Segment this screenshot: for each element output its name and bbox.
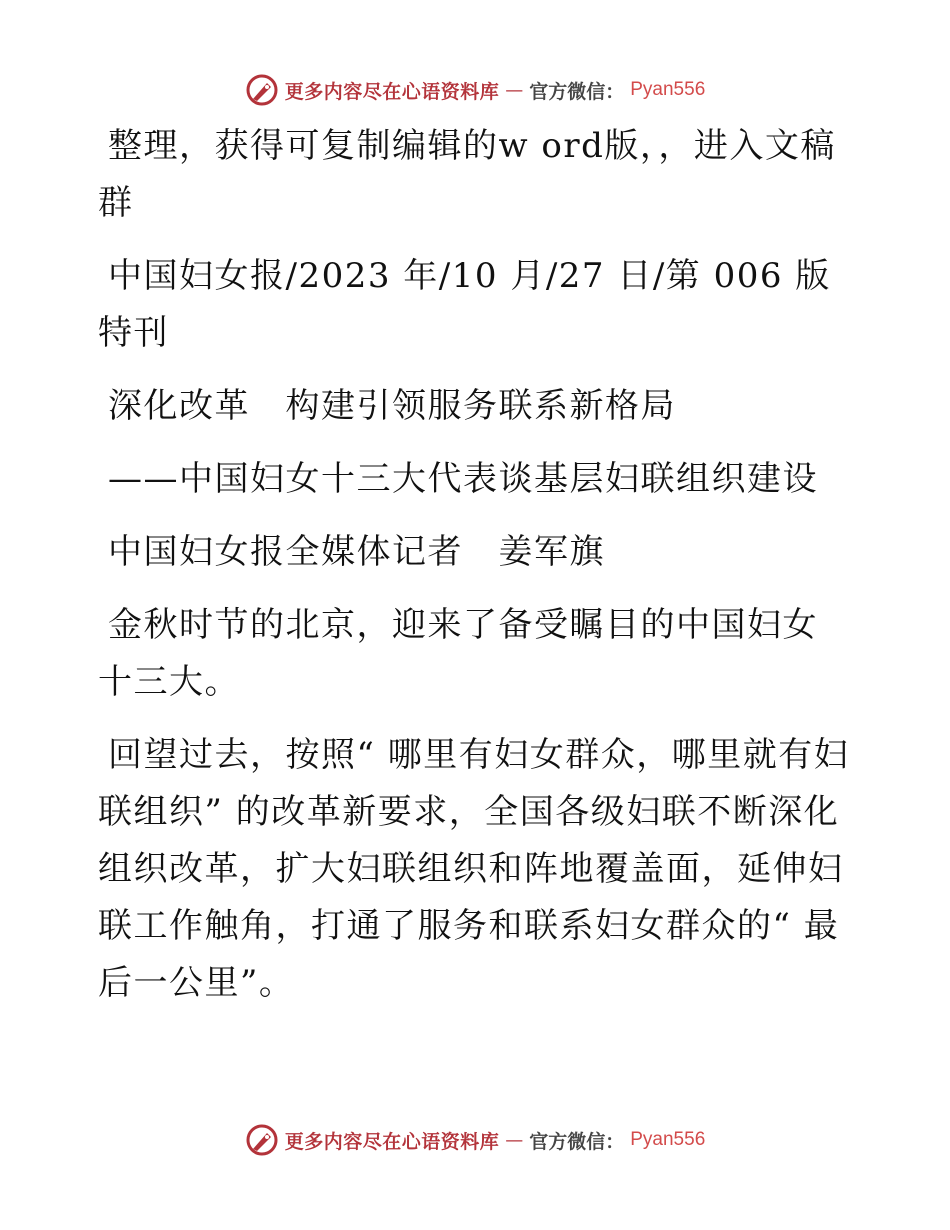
article-subtitle: ——中国妇女十三大代表谈基层妇联组织建设 [108, 459, 818, 499]
article-title: 深化改革 构建引领服务联系新格局 [108, 386, 676, 426]
footer-banner-dash: — [505, 1129, 524, 1151]
header-wechat-label: 官方微信： [529, 80, 625, 103]
header-wechat-id: Pyan556 [630, 79, 706, 100]
document-body [98, 118, 850, 1028]
pen-nib-logo-icon [245, 1123, 279, 1157]
footer-wechat-id: Pyan556 [630, 1129, 706, 1150]
paragraph-body-2: 回望过去，按照“ 哪里有妇女群众，哪里就有妇联组织” 的改革新要求，全国各级妇联不断深化组织改革，扩大妇联组织和阵地覆盖面，延伸妇联工作触角，打通了服务和联系妇女群众的“ 最后一公里”。 [98, 735, 850, 1003]
footer-banner [0, 1120, 950, 1160]
article-byline: 中国妇女报全媒体记者 姜军旗 [108, 532, 605, 572]
footer-wechat-label: 官方微信： [529, 1130, 625, 1153]
paragraph-body-1: 金秋时节的北京，迎来了备受瞩目的中国妇女十三大。 [98, 605, 818, 702]
header-banner [0, 70, 950, 110]
header-banner-text: 更多内容尽在心语资料库 [284, 80, 500, 103]
header-banner-dash: — [505, 79, 524, 101]
pen-nib-logo-icon [245, 73, 279, 107]
footer-banner-text: 更多内容尽在心语资料库 [284, 1130, 500, 1153]
paragraph-intro: 整理，获得可复制编辑的w ord版，，进入文稿群 [98, 126, 836, 223]
paragraph-source: 中国妇女报/2023 年/10 月/27 日/第 006 版特刊 [98, 256, 831, 353]
